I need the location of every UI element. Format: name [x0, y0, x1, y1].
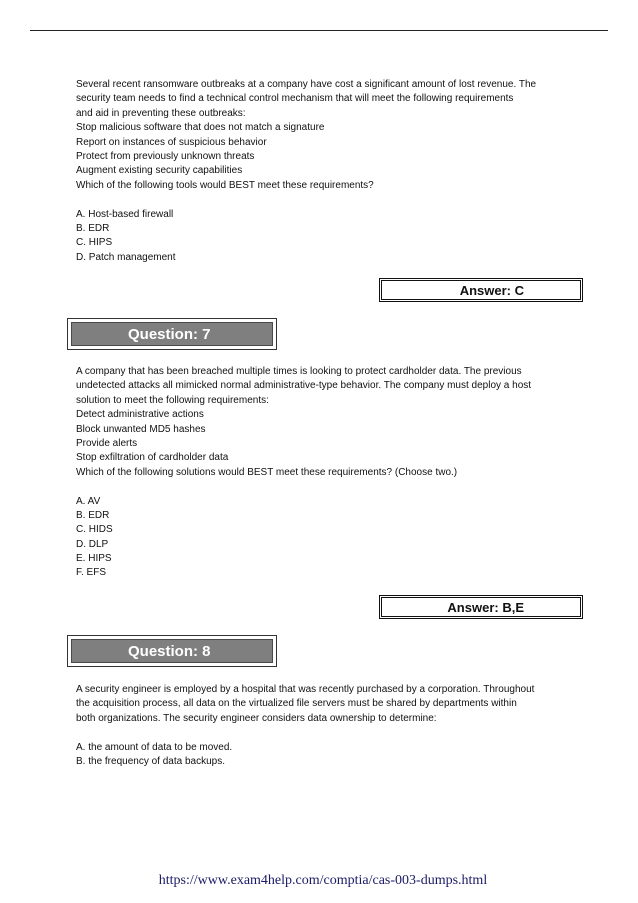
q7-option: C. HIDS: [76, 524, 113, 536]
top-rule: [30, 30, 608, 31]
q8-line: the acquisition process, all data on the virtualized file servers must be shared by departments within: [76, 698, 517, 710]
q7-line: undetected attacks all mimicked normal administrative-type behavior. The company must deploy a host: [76, 380, 532, 392]
q7-line: solution to meet the following requirements:: [76, 394, 269, 406]
answer-box-7: [381, 597, 581, 617]
q7-line: A company that has been breached multiple times is looking to protect cardholder data. The previous: [76, 366, 522, 377]
question-8-text: [76, 683, 596, 769]
q6-option: C. HIPS: [76, 237, 113, 249]
question-6-text: [76, 78, 596, 265]
q7-option: A. AV: [76, 495, 101, 507]
q7-line: Block unwanted MD5 hashes: [76, 423, 206, 435]
answer-box-6: [381, 280, 581, 300]
q6-option: A. Host-based firewall: [76, 208, 174, 220]
footer-url[interactable]: https://www.exam4help.com/comptia/cas-003-dumps.html: [158, 873, 488, 888]
q8-option: B. the frequency of data backups.: [76, 755, 225, 767]
q6-option: B. EDR: [76, 222, 110, 234]
question-7-title: Question: 7: [128, 326, 211, 343]
q8-option: A. the amount of data to be moved.: [76, 741, 233, 753]
q8-line: both organizations. The security engineer considers data ownership to determine:: [76, 712, 437, 724]
question-7-text: [76, 365, 596, 581]
q7-option: B. EDR: [76, 509, 110, 521]
q7-option: E. HIPS: [76, 553, 112, 565]
q6-line: Report on instances of suspicious behavior: [76, 136, 267, 148]
q7-option: D. DLP: [76, 538, 109, 550]
q6-line: Protect from previously unknown threats: [76, 150, 255, 162]
q6-line: Which of the following tools would BEST meet these requirements?: [76, 179, 374, 191]
q7-line: Detect administrative actions: [76, 409, 204, 421]
q8-line: A security engineer is employed by a hospital that was recently purchased by a corporation. Throughout: [76, 684, 535, 695]
q6-line: Augment existing security capabilities: [76, 165, 243, 177]
answer-6-label: Answer: C: [459, 283, 524, 298]
answer-7-label: Answer: B,E: [447, 600, 524, 615]
question-7-header: [67, 318, 277, 350]
q6-line: Several recent ransomware outbreaks at a company have cost a significant amount of lost revenue. The: [76, 79, 537, 90]
question-8-title: Question: 8: [128, 643, 211, 660]
question-8-header: [67, 635, 277, 667]
q6-line: and aid in preventing these outbreaks:: [76, 107, 246, 119]
q6-line: security team needs to find a technical control mechanism that will meet the following requirements: [76, 93, 514, 105]
q7-line: Provide alerts: [76, 437, 138, 449]
q7-option: F. EFS: [76, 567, 107, 579]
q6-option: D. Patch management: [76, 251, 176, 263]
q7-line: Stop exfiltration of cardholder data: [76, 452, 229, 464]
q6-line: Stop malicious software that does not match a signature: [76, 122, 325, 134]
q7-line: Which of the following solutions would BEST meet these requirements? (Choose two.): [76, 466, 458, 478]
